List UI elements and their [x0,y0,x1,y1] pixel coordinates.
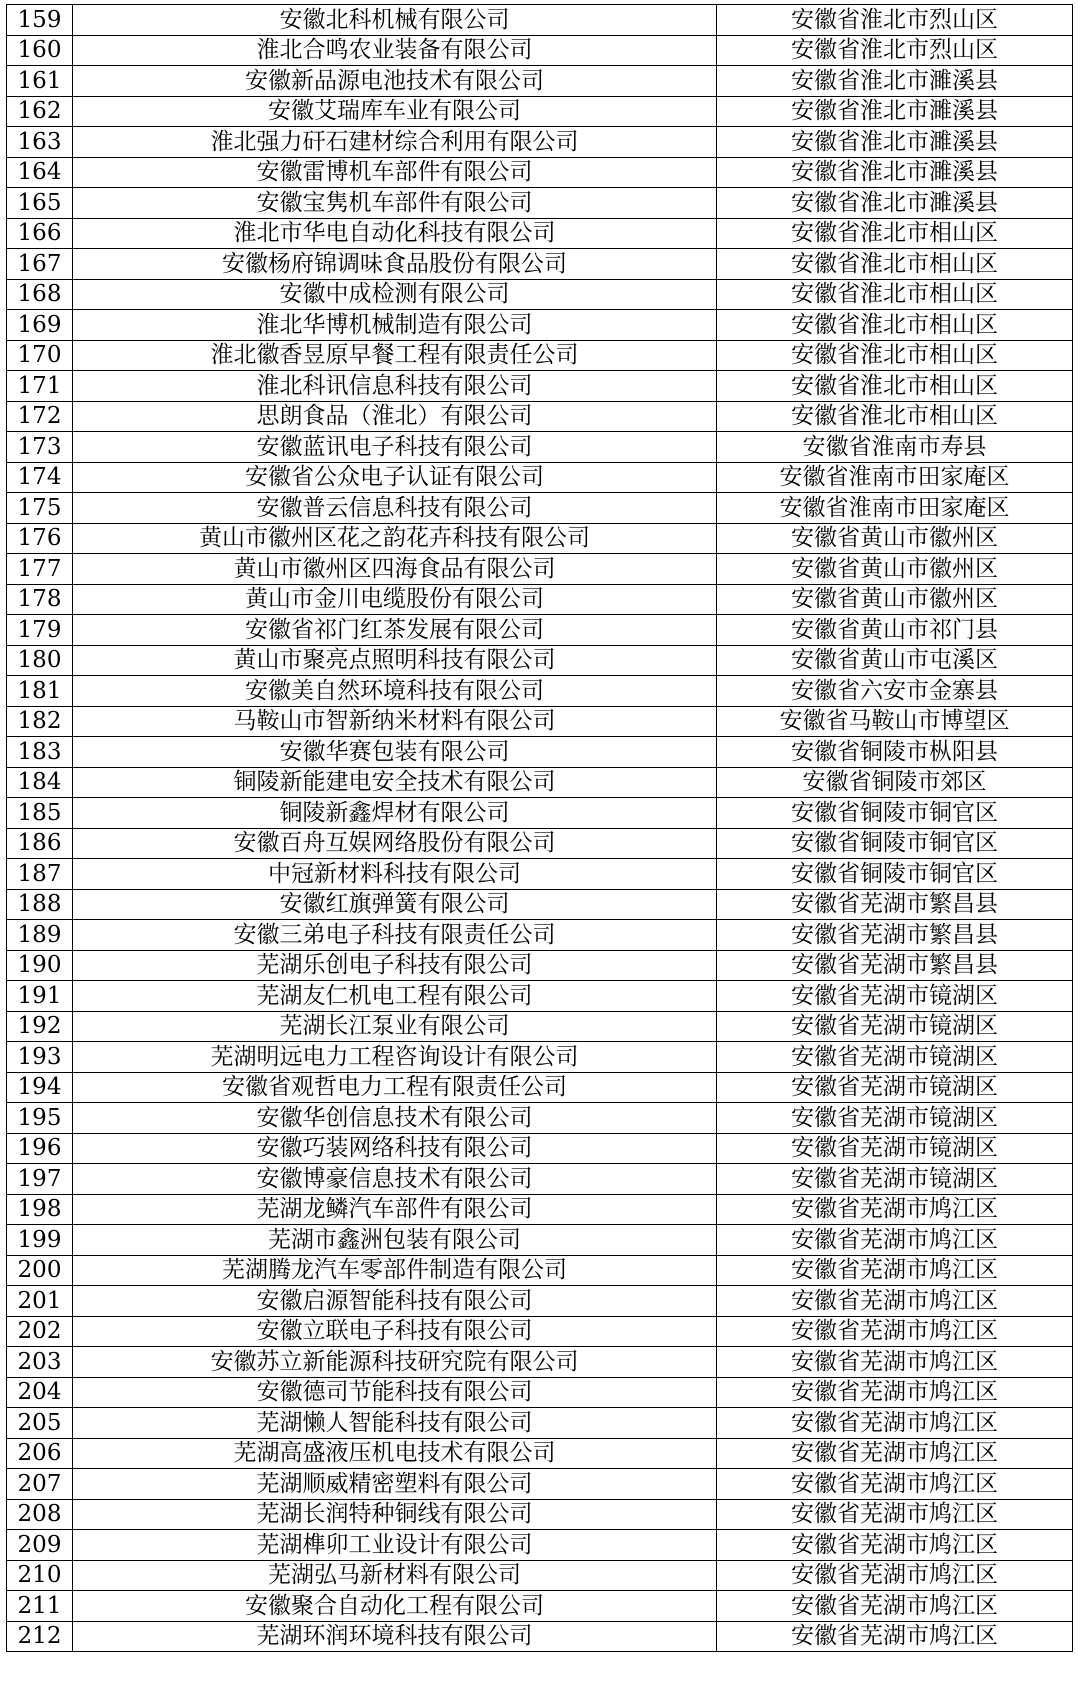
table-row [7,981,1073,1012]
company-name-cell: 中冠新材料科技有限公司 [73,859,717,890]
table-row [7,1438,1073,1469]
location-cell: 安徽省铜陵市铜官区 [717,859,1073,890]
location-cell: 安徽省铜陵市郊区 [717,767,1073,798]
company-name-cell: 安徽立联电子科技有限公司 [73,1316,717,1347]
location-cell: 安徽省芜湖市鸠江区 [717,1530,1073,1561]
company-name-cell: 思朗食品（淮北）有限公司 [73,401,717,432]
row-number-cell: 203 [7,1347,73,1378]
row-number-cell: 169 [7,310,73,341]
row-number-cell: 170 [7,340,73,371]
table-row [7,798,1073,829]
row-number-cell: 205 [7,1408,73,1439]
row-number-cell: 184 [7,767,73,798]
table-row [7,157,1073,188]
company-name-cell: 安徽艾瑞库车业有限公司 [73,96,717,127]
table-row [7,5,1073,36]
row-number-cell: 162 [7,96,73,127]
row-number-cell: 181 [7,676,73,707]
table-row [7,615,1073,646]
company-name-cell: 安徽三弟电子科技有限责任公司 [73,920,717,951]
row-number-cell: 187 [7,859,73,890]
location-cell: 安徽省芜湖市鸠江区 [717,1621,1073,1652]
table-row [7,1530,1073,1561]
row-number-cell: 171 [7,371,73,402]
table-row [7,1194,1073,1225]
company-name-cell: 芜湖龙鳞汽车部件有限公司 [73,1194,717,1225]
location-cell: 安徽省芜湖市鸠江区 [717,1560,1073,1591]
table-row [7,889,1073,920]
table-row [7,371,1073,402]
row-number-cell: 201 [7,1286,73,1317]
company-name-cell: 马鞍山市智新纳米材料有限公司 [73,706,717,737]
location-cell: 安徽省淮南市田家庵区 [717,493,1073,524]
location-cell: 安徽省芜湖市鸠江区 [717,1255,1073,1286]
company-name-cell: 芜湖乐创电子科技有限公司 [73,950,717,981]
company-name-cell: 安徽宝隽机车部件有限公司 [73,188,717,219]
table-row [7,1469,1073,1500]
table-row [7,767,1073,798]
table-row [7,828,1073,859]
company-name-cell: 淮北徽香昱原早餐工程有限责任公司 [73,340,717,371]
company-table [6,4,1073,1652]
company-name-cell: 芜湖长润特种铜线有限公司 [73,1499,717,1530]
row-number-cell: 189 [7,920,73,951]
row-number-cell: 186 [7,828,73,859]
location-cell: 安徽省芜湖市镜湖区 [717,1011,1073,1042]
row-number-cell: 211 [7,1591,73,1622]
table-row [7,1377,1073,1408]
table-row [7,584,1073,615]
location-cell: 安徽省淮北市相山区 [717,340,1073,371]
row-number-cell: 204 [7,1377,73,1408]
company-name-cell: 淮北强力矸石建材综合利用有限公司 [73,127,717,158]
table-row [7,35,1073,66]
table-row [7,1255,1073,1286]
table-row [7,279,1073,310]
row-number-cell: 190 [7,950,73,981]
row-number-cell: 196 [7,1133,73,1164]
location-cell: 安徽省铜陵市枞阳县 [717,737,1073,768]
location-cell: 安徽省黄山市徽州区 [717,523,1073,554]
company-name-cell: 黄山市徽州区花之韵花卉科技有限公司 [73,523,717,554]
location-cell: 安徽省淮南市田家庵区 [717,462,1073,493]
company-name-cell: 安徽苏立新能源科技研究院有限公司 [73,1347,717,1378]
row-number-cell: 198 [7,1194,73,1225]
table-row [7,645,1073,676]
table-row [7,249,1073,280]
location-cell: 安徽省芜湖市鸠江区 [717,1347,1073,1378]
company-name-cell: 淮北华博机械制造有限公司 [73,310,717,341]
table-row [7,340,1073,371]
table-row [7,676,1073,707]
table-row [7,96,1073,127]
table-row [7,401,1073,432]
company-name-cell: 安徽省祁门红茶发展有限公司 [73,615,717,646]
table-row [7,1042,1073,1073]
location-cell: 安徽省铜陵市铜官区 [717,798,1073,829]
location-cell: 安徽省芜湖市镜湖区 [717,1164,1073,1195]
company-name-cell: 铜陵新鑫焊材有限公司 [73,798,717,829]
location-cell: 安徽省芜湖市鸠江区 [717,1499,1073,1530]
table-row [7,523,1073,554]
company-name-cell: 芜湖顺威精密塑料有限公司 [73,1469,717,1500]
company-name-cell: 安徽美自然环境科技有限公司 [73,676,717,707]
company-name-cell: 淮北科讯信息科技有限公司 [73,371,717,402]
location-cell: 安徽省马鞍山市博望区 [717,706,1073,737]
company-name-cell: 芜湖高盛液压机电技术有限公司 [73,1438,717,1469]
location-cell: 安徽省芜湖市繁昌县 [717,950,1073,981]
location-cell: 安徽省铜陵市铜官区 [717,828,1073,859]
table-row [7,432,1073,463]
location-cell: 安徽省淮北市濉溪县 [717,127,1073,158]
row-number-cell: 202 [7,1316,73,1347]
location-cell: 安徽省淮北市相山区 [717,371,1073,402]
row-number-cell: 183 [7,737,73,768]
company-name-cell: 安徽博豪信息技术有限公司 [73,1164,717,1195]
row-number-cell: 168 [7,279,73,310]
row-number-cell: 194 [7,1072,73,1103]
table-row [7,1286,1073,1317]
location-cell: 安徽省淮北市濉溪县 [717,96,1073,127]
location-cell: 安徽省芜湖市繁昌县 [717,920,1073,951]
row-number-cell: 179 [7,615,73,646]
location-cell: 安徽省黄山市屯溪区 [717,645,1073,676]
location-cell: 安徽省芜湖市鸠江区 [717,1286,1073,1317]
company-name-cell: 黄山市徽州区四海食品有限公司 [73,554,717,585]
location-cell: 安徽省芜湖市鸠江区 [717,1408,1073,1439]
row-number-cell: 199 [7,1225,73,1256]
company-name-cell: 芜湖环润环境科技有限公司 [73,1621,717,1652]
company-name-cell: 安徽省公众电子认证有限公司 [73,462,717,493]
company-name-cell: 铜陵新能建电安全技术有限公司 [73,767,717,798]
company-name-cell: 安徽新品源电池技术有限公司 [73,66,717,97]
table-row [7,1591,1073,1622]
company-name-cell: 安徽巧装网络科技有限公司 [73,1133,717,1164]
company-name-cell: 安徽聚合自动化工程有限公司 [73,1591,717,1622]
table-row [7,1621,1073,1652]
table-row [7,950,1073,981]
company-name-cell: 淮北合鸣农业装备有限公司 [73,35,717,66]
company-name-cell: 安徽华赛包装有限公司 [73,737,717,768]
company-name-cell: 淮北市华电自动化科技有限公司 [73,218,717,249]
company-name-cell: 芜湖市鑫洲包装有限公司 [73,1225,717,1256]
location-cell: 安徽省淮北市濉溪县 [717,66,1073,97]
location-cell: 安徽省芜湖市鸠江区 [717,1225,1073,1256]
company-name-cell: 安徽中成检测有限公司 [73,279,717,310]
table-row [7,1072,1073,1103]
table-row [7,1225,1073,1256]
location-cell: 安徽省芜湖市鸠江区 [717,1316,1073,1347]
company-name-cell: 芜湖腾龙汽车零部件制造有限公司 [73,1255,717,1286]
table-row [7,1133,1073,1164]
company-name-cell: 芜湖弘马新材料有限公司 [73,1560,717,1591]
table-row [7,1164,1073,1195]
company-name-cell: 安徽启源智能科技有限公司 [73,1286,717,1317]
company-name-cell: 安徽华创信息技术有限公司 [73,1103,717,1134]
location-cell: 安徽省六安市金寨县 [717,676,1073,707]
row-number-cell: 165 [7,188,73,219]
company-name-cell: 安徽德司节能科技有限公司 [73,1377,717,1408]
location-cell: 安徽省淮北市烈山区 [717,5,1073,36]
location-cell: 安徽省芜湖市鸠江区 [717,1591,1073,1622]
location-cell: 安徽省芜湖市镜湖区 [717,1133,1073,1164]
company-name-cell: 安徽红旗弹簧有限公司 [73,889,717,920]
row-number-cell: 208 [7,1499,73,1530]
table-row [7,920,1073,951]
table-row [7,737,1073,768]
row-number-cell: 176 [7,523,73,554]
location-cell: 安徽省芜湖市鸠江区 [717,1438,1073,1469]
location-cell: 安徽省芜湖市鸠江区 [717,1194,1073,1225]
table-row [7,493,1073,524]
row-number-cell: 166 [7,218,73,249]
table-row [7,1316,1073,1347]
location-cell: 安徽省淮北市相山区 [717,218,1073,249]
company-name-cell: 黄山市金川电缆股份有限公司 [73,584,717,615]
location-cell: 安徽省芜湖市镜湖区 [717,1103,1073,1134]
location-cell: 安徽省芜湖市鸠江区 [717,1377,1073,1408]
row-number-cell: 182 [7,706,73,737]
company-name-cell: 黄山市聚亮点照明科技有限公司 [73,645,717,676]
company-name-cell: 芜湖懒人智能科技有限公司 [73,1408,717,1439]
location-cell: 安徽省芜湖市繁昌县 [717,889,1073,920]
company-name-cell: 安徽省观哲电力工程有限责任公司 [73,1072,717,1103]
row-number-cell: 172 [7,401,73,432]
location-cell: 安徽省淮北市相山区 [717,401,1073,432]
row-number-cell: 159 [7,5,73,36]
row-number-cell: 210 [7,1560,73,1591]
row-number-cell: 206 [7,1438,73,1469]
table-row [7,1499,1073,1530]
row-number-cell: 173 [7,432,73,463]
company-name-cell: 安徽普云信息科技有限公司 [73,493,717,524]
row-number-cell: 174 [7,462,73,493]
row-number-cell: 164 [7,157,73,188]
location-cell: 安徽省芜湖市鸠江区 [717,1469,1073,1500]
table-row [7,859,1073,890]
location-cell: 安徽省淮北市相山区 [717,249,1073,280]
row-number-cell: 188 [7,889,73,920]
table-row [7,1103,1073,1134]
row-number-cell: 207 [7,1469,73,1500]
location-cell: 安徽省黄山市祁门县 [717,615,1073,646]
table-row [7,1347,1073,1378]
company-name-cell: 芜湖榫卯工业设计有限公司 [73,1530,717,1561]
row-number-cell: 161 [7,66,73,97]
company-name-cell: 安徽百舟互娱网络股份有限公司 [73,828,717,859]
row-number-cell: 175 [7,493,73,524]
row-number-cell: 197 [7,1164,73,1195]
table-row [7,188,1073,219]
location-cell: 安徽省淮北市濉溪县 [717,157,1073,188]
location-cell: 安徽省黄山市徽州区 [717,584,1073,615]
location-cell: 安徽省黄山市徽州区 [717,554,1073,585]
row-number-cell: 200 [7,1255,73,1286]
row-number-cell: 178 [7,584,73,615]
table-row [7,310,1073,341]
table-row [7,706,1073,737]
row-number-cell: 212 [7,1621,73,1652]
row-number-cell: 180 [7,645,73,676]
table-row [7,1011,1073,1042]
location-cell: 安徽省淮北市相山区 [717,310,1073,341]
location-cell: 安徽省芜湖市镜湖区 [717,981,1073,1012]
location-cell: 安徽省淮北市濉溪县 [717,188,1073,219]
row-number-cell: 167 [7,249,73,280]
table-row [7,1560,1073,1591]
table-row [7,218,1073,249]
company-name-cell: 芜湖友仁机电工程有限公司 [73,981,717,1012]
location-cell: 安徽省芜湖市镜湖区 [717,1042,1073,1073]
table-row [7,1408,1073,1439]
row-number-cell: 192 [7,1011,73,1042]
company-table-body [7,5,1073,1652]
row-number-cell: 193 [7,1042,73,1073]
location-cell: 安徽省淮北市烈山区 [717,35,1073,66]
company-name-cell: 芜湖明远电力工程咨询设计有限公司 [73,1042,717,1073]
table-row [7,462,1073,493]
row-number-cell: 160 [7,35,73,66]
table-row [7,66,1073,97]
company-name-cell: 安徽蓝讯电子科技有限公司 [73,432,717,463]
company-name-cell: 安徽杨府锦调味食品股份有限公司 [73,249,717,280]
company-name-cell: 安徽雷博机车部件有限公司 [73,157,717,188]
row-number-cell: 195 [7,1103,73,1134]
company-list-sheet [6,4,1072,1652]
row-number-cell: 177 [7,554,73,585]
location-cell: 安徽省芜湖市镜湖区 [717,1072,1073,1103]
company-name-cell: 芜湖长江泵业有限公司 [73,1011,717,1042]
row-number-cell: 209 [7,1530,73,1561]
location-cell: 安徽省淮南市寿县 [717,432,1073,463]
row-number-cell: 185 [7,798,73,829]
table-row [7,554,1073,585]
row-number-cell: 191 [7,981,73,1012]
row-number-cell: 163 [7,127,73,158]
company-name-cell: 安徽北科机械有限公司 [73,5,717,36]
location-cell: 安徽省淮北市相山区 [717,279,1073,310]
table-row [7,127,1073,158]
